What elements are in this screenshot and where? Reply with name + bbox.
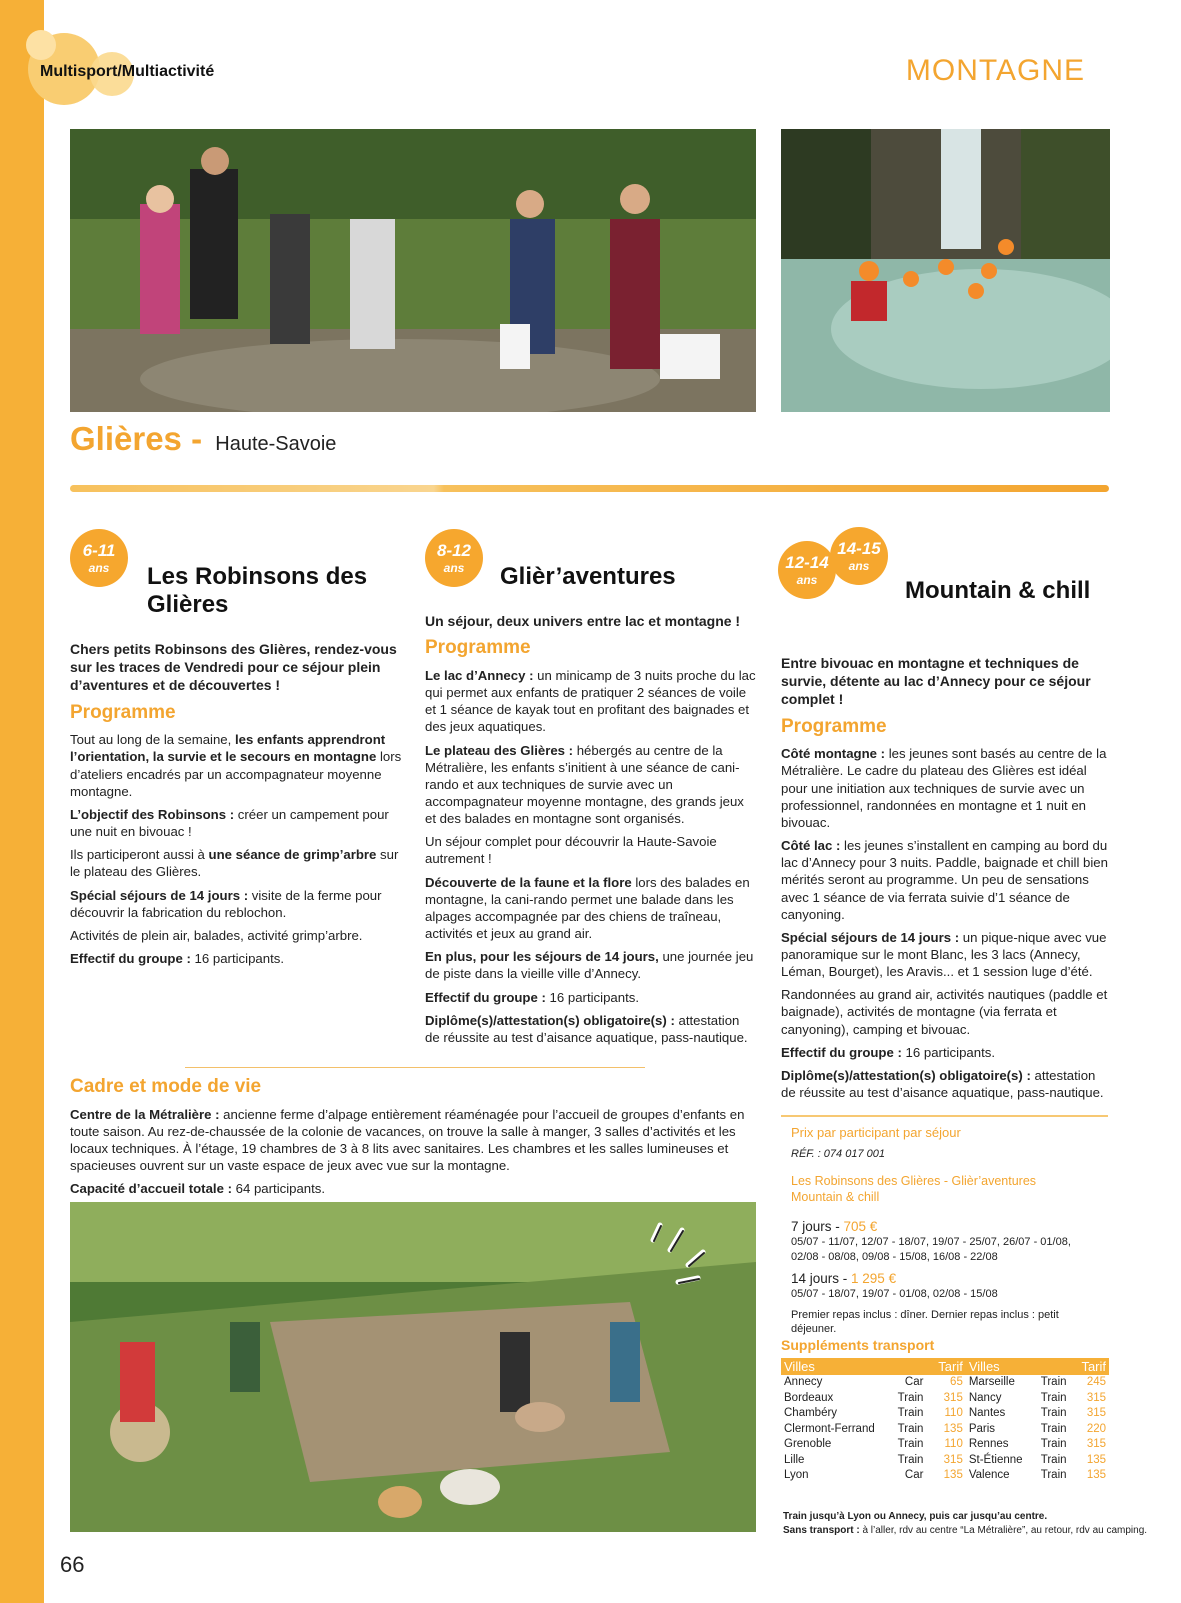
column-mountain-chill bbox=[781, 654, 1111, 1107]
city-cell: Chambéry bbox=[784, 1407, 838, 1420]
mode-cell: Train bbox=[1040, 1469, 1067, 1482]
city-cell: Nantes bbox=[968, 1407, 1006, 1420]
section-divider bbox=[185, 1067, 645, 1068]
column-header: Villes bbox=[966, 1358, 1033, 1375]
transport-heading: Suppléments transport bbox=[781, 1337, 935, 1353]
tarif-cell: 315 bbox=[943, 1453, 963, 1466]
table-row bbox=[781, 1375, 1109, 1391]
table-row bbox=[781, 1406, 1109, 1422]
tarif-cell: 135 bbox=[943, 1469, 963, 1482]
stay-name: Mountain & chill bbox=[905, 577, 1091, 604]
mode-cell: Car bbox=[904, 1376, 924, 1388]
group-size: Effectif du groupe : 16 participants. bbox=[425, 989, 639, 1005]
mode-cell: Car bbox=[904, 1469, 924, 1482]
tarif-cell: 135 bbox=[943, 1422, 963, 1435]
city-cell: Valence bbox=[968, 1469, 1010, 1482]
stay-region: Haute-Savoie bbox=[215, 433, 337, 455]
city-cell: Lyon bbox=[784, 1469, 809, 1482]
age-unit: ans bbox=[848, 559, 870, 573]
city-cell: Annecy bbox=[784, 1376, 823, 1388]
paragraph: Le plateau des Glières : hébergés au centre de la Métralière, les enfants s’initient à une séance de cani-rando et aux techniques de survie avec un accompagnateur moyenne montagne, des grands jeux et des balades en montagne sont organisés. bbox=[425, 742, 744, 827]
table-row bbox=[781, 1468, 1109, 1484]
table-row bbox=[781, 1391, 1109, 1407]
paragraph: Ils participeront aussi à une séance de grimp’arbre sur le plateau des Glières. bbox=[70, 847, 399, 880]
age-badge bbox=[70, 529, 128, 587]
accommodation-heading: Cadre et mode de vie bbox=[70, 1076, 262, 1097]
programme-heading: Programme bbox=[70, 701, 176, 723]
age-unit: ans bbox=[443, 561, 465, 575]
stay-place: Glières - bbox=[70, 420, 203, 457]
paragraph: Un séjour complet pour découvrir la Haute-Savoie autrement ! bbox=[425, 834, 717, 867]
tarif-cell: 245 bbox=[1086, 1376, 1106, 1388]
age-badge bbox=[425, 529, 483, 587]
photo-canyoning bbox=[781, 129, 1110, 412]
dates-14: 05/07 - 18/07, 19/07 - 01/08, 02/08 - 15/08 bbox=[791, 1288, 998, 1301]
city-cell: St-Étienne bbox=[968, 1453, 1023, 1466]
mode-cell: Train bbox=[1040, 1391, 1067, 1404]
mode-cell: Train bbox=[897, 1407, 924, 1420]
age-badge bbox=[830, 527, 888, 585]
page-number: 66 bbox=[60, 1552, 85, 1577]
mode-cell: Train bbox=[1040, 1422, 1067, 1435]
decor-circle bbox=[26, 30, 56, 60]
stay-title bbox=[70, 420, 336, 458]
column-header: Villes bbox=[781, 1358, 890, 1375]
tarif-cell: 110 bbox=[944, 1407, 963, 1420]
tarif-cell: 65 bbox=[950, 1376, 963, 1388]
tarif-cell: 315 bbox=[1086, 1438, 1106, 1451]
age-range: 14-15 bbox=[837, 539, 881, 558]
paragraph: L’objectif des Robinsons : créer un campement pour une nuit en bivouac ! bbox=[70, 806, 389, 840]
mode-cell: Train bbox=[897, 1453, 924, 1466]
age-range: 12-14 bbox=[785, 553, 829, 572]
age-range: 6-11 bbox=[82, 541, 116, 560]
table-row bbox=[781, 1437, 1109, 1453]
programme-heading: Programme bbox=[781, 715, 887, 737]
age-unit: ans bbox=[88, 561, 110, 575]
paragraph: Côté lac : les jeunes s’installent en camping au bord du lac d’Annecy pour 3 nuits. Paddle, baignade et chill bien mérités seront au programme. Un peu de sensations avec 1 séance de via ferrata suivie d’1 séance de canyoning. bbox=[781, 838, 1108, 922]
paragraph: Découverte de la faune et la flore lors des balades en montagne, la cani-rando permet une balade dans les alpages accompagnée par des chiens de traîneau, activités et jeux au grand air. bbox=[425, 874, 750, 942]
mode-cell: Train bbox=[1040, 1407, 1067, 1420]
city-cell: Lille bbox=[784, 1453, 805, 1466]
mode-cell: Train bbox=[1040, 1453, 1067, 1466]
group-size: Effectif du groupe : 16 participants. bbox=[781, 1044, 995, 1060]
tarif-cell: 135 bbox=[1086, 1453, 1106, 1466]
column-robinsons bbox=[70, 640, 402, 973]
age-unit: ans bbox=[796, 573, 818, 587]
column-glieraventures bbox=[425, 612, 757, 1052]
programme-heading: Programme bbox=[425, 637, 531, 659]
paragraph: Tout au long de la semaine, les enfants apprendront l’orientation, la survie et le secours en montagne lors d’ateliers encadrés par un accompagnateur moyenne montagne. bbox=[70, 732, 402, 799]
city-cell: Paris bbox=[968, 1422, 996, 1435]
table-row bbox=[781, 1453, 1109, 1469]
group-size: Effectif du groupe : 16 participants. bbox=[70, 950, 284, 966]
burst-decoration-icon bbox=[648, 1220, 708, 1290]
section-label: Multisport/Multiactivité bbox=[40, 63, 215, 80]
page-side-band bbox=[0, 0, 44, 1603]
title-divider bbox=[70, 485, 1109, 492]
price-title: Prix par participant par séjour bbox=[791, 1125, 961, 1140]
required-diplomas: Diplôme(s)/attestation(s) obligatoire(s) : attestation de réussite au test d’aisance aquatique, pass-nautique. bbox=[781, 1067, 1104, 1101]
stay-name: Glièr’aventures bbox=[500, 563, 676, 590]
city-cell: Rennes bbox=[968, 1438, 1009, 1451]
transport-table bbox=[781, 1358, 1109, 1484]
paragraph: En plus, pour les séjours de 14 jours, une journée jeu de piste dans la vieille ville d’Annecy. bbox=[425, 949, 754, 982]
age-badge bbox=[778, 541, 836, 599]
city-cell: Grenoble bbox=[784, 1438, 832, 1451]
tarif-cell: 315 bbox=[943, 1391, 963, 1404]
table-row bbox=[781, 1422, 1109, 1438]
paragraph: Le lac d’Annecy : un minicamp de 3 nuits proche du lac qui permet aux enfants de pratiquer 2 séances de voile et 1 séance de kayak tout en profitant des baignades et des jeux aquatiques. bbox=[425, 667, 756, 735]
mode-cell: Train bbox=[897, 1391, 924, 1404]
accommodation-section bbox=[70, 1075, 750, 1203]
paragraph: Spécial séjours de 14 jours : un pique-nique avec vue panoramique sur le mont Blanc, les 3 lacs (Annecy, Léman, Bourget), les Aravis... et 1 session luge d’été. bbox=[781, 929, 1107, 980]
price-products: Les Robinsons des Glières - Glièr’aventures Mountain & chill bbox=[791, 1174, 1037, 1205]
tarif-cell: 110 bbox=[944, 1438, 963, 1451]
required-diplomas: Diplôme(s)/attestation(s) obligatoire(s) : attestation de réussite au test d’aisance aquatique, pass-nautique. bbox=[425, 1012, 748, 1045]
city-cell: Bordeaux bbox=[784, 1391, 834, 1404]
paragraph: Randonnées au grand air, activités nautiques (paddle et baignade), activités de montagne (via ferrata et canyoning), camping et bivouac. bbox=[781, 987, 1108, 1037]
duration-7: 7 jours - 705 € bbox=[791, 1218, 878, 1234]
tarif-cell: 135 bbox=[1086, 1469, 1106, 1482]
stay-intro: Un séjour, deux univers entre lac et montagne ! bbox=[425, 613, 741, 629]
stay-name: Les Robinsons des Glières bbox=[147, 563, 368, 618]
tarif-cell: 315 bbox=[1086, 1407, 1106, 1420]
paragraph: Côté montagne : les jeunes sont basés au centre de la Métralière. Le cadre du plateau des Glières est idéal pour une initiation aux techniques de survie avec un professionnel, randonnées en montagne et 1 nuit en bivouac. bbox=[781, 746, 1107, 830]
transport-note: Train jusqu’à Lyon ou Annecy, puis car jusqu’au centre. Sans transport : à l’aller, rdv au centre “La Métralière”, au retour, rdv au camping. bbox=[783, 1511, 1148, 1536]
category-label: MONTAGNE bbox=[905, 54, 1085, 87]
reference: RÉF. : 074 017 001 bbox=[791, 1147, 885, 1160]
paragraph: Activités de plein air, balades, activité grimp’arbre. bbox=[70, 927, 363, 943]
meals-note: Premier repas inclus : dîner. Dernier repas inclus : petit déjeuner. bbox=[791, 1308, 1059, 1335]
mode-cell: Train bbox=[897, 1422, 924, 1435]
tarif-cell: 315 bbox=[1086, 1391, 1106, 1404]
tarif-cell: 220 bbox=[1086, 1422, 1106, 1435]
mode-cell: Train bbox=[1040, 1376, 1067, 1388]
stay-intro: Chers petits Robinsons des Glières, rendez-vous sur les traces de Vendredi pour ce séjour plein d’aventures et de découvertes ! bbox=[70, 641, 397, 694]
age-range: 8-12 bbox=[436, 541, 472, 560]
mode-cell: Train bbox=[1040, 1438, 1067, 1451]
city-cell: Marseille bbox=[968, 1376, 1015, 1388]
mode-cell: Train bbox=[897, 1438, 924, 1451]
city-cell: Clermont-Ferrand bbox=[784, 1422, 875, 1435]
paragraph: Centre de la Métralière : ancienne ferme d’alpage entièrement réaménagée pour l’accueil de groupes d’enfants en toute saison. Au rez-de-chaussée de la colonie de vacances, on trouve la salle à manger, 3 salles d’activités et les locaux techniques. À l’étage, 19 chambres de 3 à 8 lits avec sanitaires. Les chambres et les salles lumineuses et spacieuses ouvrent sur un vaste espace de jeux avec vue sur la montagne. bbox=[70, 1106, 745, 1174]
duration-14: 14 jours - 1 295 € bbox=[791, 1270, 897, 1286]
paragraph: Spécial séjours de 14 jours : visite de la ferme pour découvrir la fabrication du reblochon. bbox=[70, 887, 382, 920]
capacity: Capacité d’accueil totale : 64 participants. bbox=[70, 1181, 326, 1197]
column-header: Tarif bbox=[931, 1358, 965, 1375]
price-box bbox=[781, 1115, 1108, 1342]
column-header: Tarif bbox=[1075, 1358, 1109, 1375]
dates-7: 05/07 - 11/07, 12/07 - 18/07, 19/07 - 25/07, 26/07 - 01/08, 02/08 - 08/08, 09/08 - 15/08, 16/08 - 22/08 bbox=[791, 1236, 1071, 1263]
stay-intro: Entre bivouac en montagne et techniques de survie, détente au lac d’Annecy pour ce séjour complet ! bbox=[781, 655, 1091, 708]
city-cell: Nancy bbox=[968, 1391, 1002, 1404]
photo-hikers bbox=[70, 129, 756, 412]
